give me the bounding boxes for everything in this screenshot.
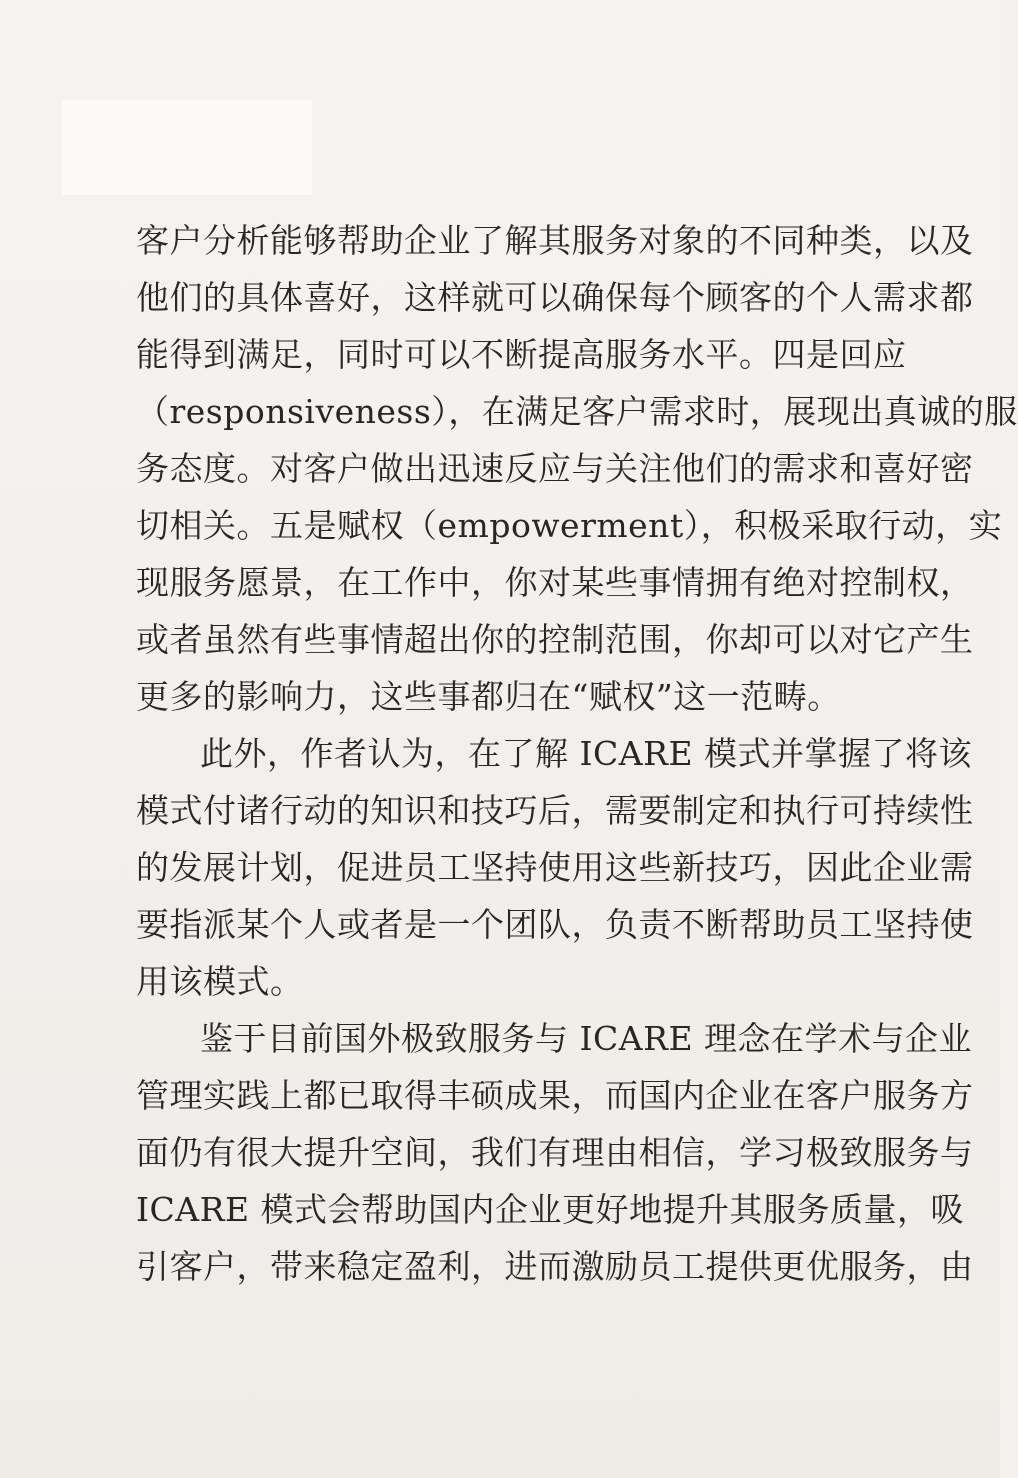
text-line: （responsiveness），在满足客户需求时，展现出真诚的服	[136, 392, 1018, 431]
text-line: 管理实践上都已取得丰硕成果，而国内企业在客户服务方	[136, 1076, 974, 1115]
text-line: 他们的具体喜好，这样就可以确保每个顾客的个人需求都	[136, 278, 974, 317]
text-line: 用该模式。	[136, 962, 304, 1001]
text-line: 模式付诸行动的知识和技巧后，需要制定和执行可持续性	[136, 791, 974, 830]
text-line: 此外，作者认为，在了解 ICARE 模式并掌握了将该	[200, 734, 973, 773]
text-line: 更多的影响力，这些事都归在“赋权”这一范畴。	[136, 677, 841, 716]
text-line: 或者虽然有些事情超出你的控制范围，你却可以对它产生	[136, 620, 974, 659]
text-line: 的发展计划，促进员工坚持使用这些新技巧，因此企业需	[136, 848, 974, 887]
text-line: 引客户，带来稳定盈利，进而激励员工提供更优服务，由	[136, 1247, 974, 1286]
text-line: 面仍有很大提升空间，我们有理由相信，学习极致服务与	[136, 1133, 974, 1172]
text-line: 鉴于目前国外极致服务与 ICARE 理念在学术与企业	[200, 1019, 973, 1058]
text-line: ICARE 模式会帮助国内企业更好地提升其服务质量，吸	[136, 1190, 965, 1229]
text-line: 切相关。五是赋权（empowerment），积极采取行动，实	[136, 506, 1003, 545]
text-line: 能得到满足，同时可以不断提高服务水平。四是回应	[136, 335, 907, 374]
text-line: 务态度。对客户做出迅速反应与关注他们的需求和喜好密	[136, 449, 974, 488]
text-line: 要指派某个人或者是一个团队，负责不断帮助员工坚持使	[136, 905, 974, 944]
text-line: 现服务愿景，在工作中，你对某些事情拥有绝对控制权，	[136, 563, 974, 602]
text-line: 客户分析能够帮助企业了解其服务对象的不同种类，以及	[136, 221, 974, 260]
